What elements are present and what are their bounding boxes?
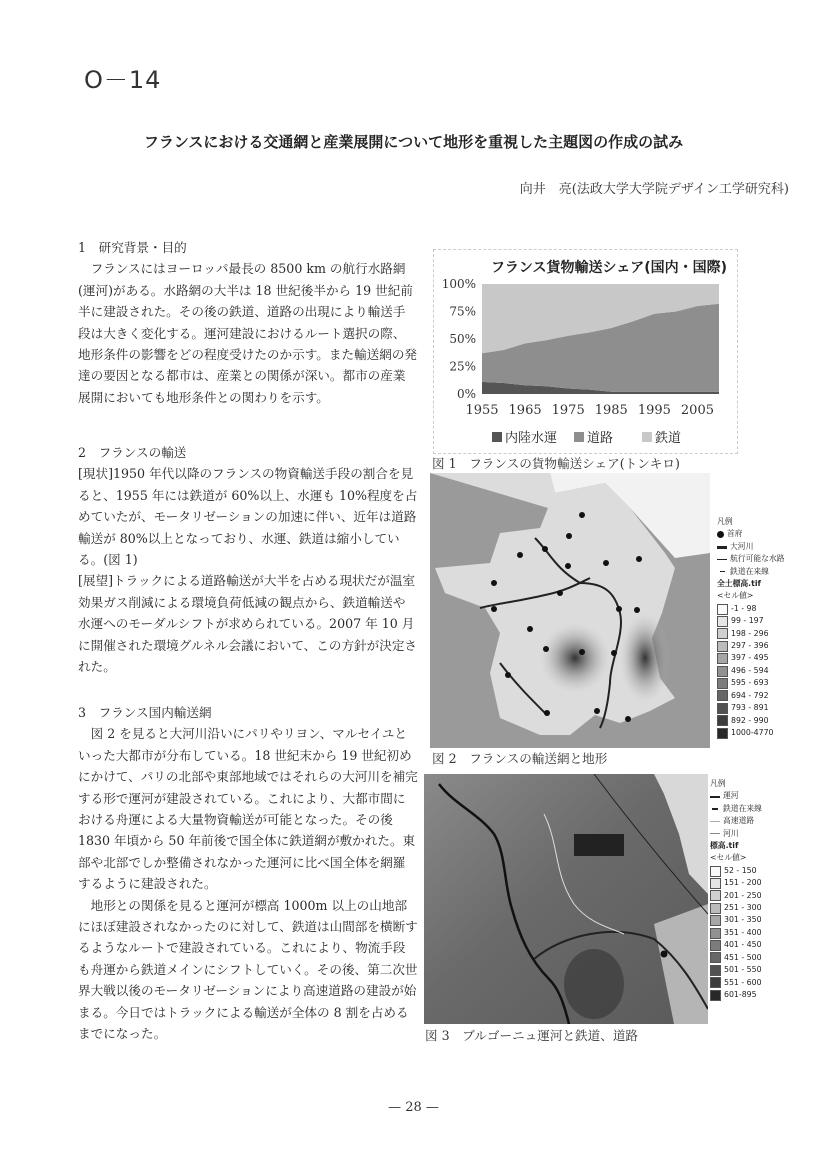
legend-title: 凡例 (710, 779, 726, 788)
legend-class-label: 595 - 693 (731, 678, 769, 688)
france-terrain-map (430, 473, 710, 748)
legend-class (710, 927, 762, 939)
legend-class-label: 501 - 550 (724, 965, 762, 975)
legend-label: 内陸水運 (505, 431, 558, 446)
legend-swatch (717, 604, 728, 615)
legend-swatch (710, 977, 721, 988)
legend-class (717, 640, 785, 652)
freight-share-chart (434, 250, 737, 453)
alps (620, 613, 670, 703)
legend-swatch (710, 952, 721, 963)
legend-class (710, 989, 762, 1001)
legend-class (717, 665, 785, 677)
legend-classes (717, 603, 785, 739)
legend-class-label: 551 - 600 (724, 977, 762, 987)
legend-item: 大河川 (717, 541, 785, 553)
chart-title: フランス貨物輸送シェア(国内・国際) (490, 260, 728, 276)
legend-item: 航行可能な水路 (717, 553, 785, 565)
major-river-icon (717, 546, 727, 549)
burgundy-terrain-map (424, 774, 708, 1024)
legend-class-label: 198 - 296 (731, 628, 769, 638)
legend-item: 運河 (710, 790, 762, 802)
legend-class-label: 496 - 594 (731, 665, 769, 675)
legend-swatch (717, 690, 728, 701)
legend-item: 首府 (717, 528, 785, 540)
legend-class (710, 890, 762, 902)
waterway-line-icon (717, 559, 727, 560)
legend-class (710, 977, 762, 989)
paragraph: 図 2 を見ると大河川沿いにパリやリヨン、マルセイユといった大都市が分布している。18 世紀末から 19 世紀初めにかけて、パリの北部や東部地域ではそれらの大河川を補完する形で運河が建設されている。これにより、大都市間における舟運による大量物資輸送が可能となった。その後 1830 年頃から 50 年前後で国全体に鉄道網が敷かれた。東部や北部でしか整備されなかった運河に比べ国全体を網羅するように建設された。 (78, 726, 418, 892)
legend-class-label: -1 - 98 (731, 603, 757, 613)
legend-swatch (717, 666, 728, 677)
legend-class-label: 151 - 200 (724, 878, 762, 888)
y-tick-label: 0% (456, 387, 476, 401)
paragraph: 地形との関係を見ると運河が標高 1000m 以上の山地部にほぼ建設されなかったのに対して、鉄道は山間部を横断するようなルートで建設されている。これにより、物流手段も舟運から鉄道メインにシフトしていく。その後、第二次世界大戦以後のモータリゼーションにより高速道路の建設が始まる。今日ではトラックによる輸送が全体の 8 割を占めるまでになった。 (78, 897, 418, 1042)
paragraph: フランスにはヨーロッパ最長の 8500 km の航行水路網(運河)がある。水路網の大半は 18 世紀後半から 19 世紀前半に建設された。その後の鉄道、道路の出現により輸送手段は大きく変化する。運河建設におけるルート選択の際、地形条件の影響をどの程度受けたのか示す。また輸送網の発達の要因となる都市は、産業との関係が深い。都市の産業展開においても地形条件との関わりを示す。 (78, 261, 418, 405)
x-tick-label: 1985 (594, 403, 628, 418)
legend-swatch (717, 678, 728, 689)
legend-class (710, 939, 762, 951)
legend-class-label: 297 - 396 (731, 641, 769, 651)
section-network (78, 702, 418, 1045)
legend-swatch (710, 940, 721, 951)
legend-class-label: 251 - 300 (724, 903, 762, 913)
figure-3-caption: 図 3 ブルゴーニュ運河と鉄道、道路 (425, 1028, 639, 1043)
legend-swatch (710, 965, 721, 976)
legend-class (710, 877, 762, 889)
legend-class (717, 677, 785, 689)
legend-class-label: 351 - 400 (724, 927, 762, 937)
legend-swatch (574, 432, 584, 442)
highway-line-icon (710, 821, 720, 822)
legend-class (710, 902, 762, 914)
legend-class (717, 727, 785, 739)
legend-class-label: 1000-4770 (731, 727, 774, 737)
figure-1-chart (433, 249, 738, 454)
legend-swatch (710, 928, 721, 939)
legend-class-label: 99 - 197 (731, 616, 764, 626)
legend-swatch (717, 641, 728, 652)
capital-dot-icon (717, 531, 724, 538)
legend-swatch (710, 915, 721, 926)
river-line-icon (710, 833, 720, 834)
figure-2-caption: 図 2 フランスの輸送網と地形 (432, 751, 608, 766)
legend-swatch (717, 628, 728, 639)
canal-line-icon (710, 796, 720, 798)
x-tick-label: 1955 (465, 403, 499, 418)
legend-class-label: 451 - 500 (724, 952, 762, 962)
legend-class-label: 201 - 250 (724, 890, 762, 900)
legend-label: 鉄道 (655, 431, 682, 446)
x-tick-label: 1995 (637, 403, 671, 418)
legend-swatch (717, 703, 728, 714)
section-background (78, 237, 418, 408)
legend-swatch (710, 890, 721, 901)
map-legend-france (717, 516, 785, 739)
highland (564, 949, 624, 1019)
legend-cell-label: <セル値> (710, 853, 747, 863)
legend-title: 凡例 (717, 517, 733, 526)
legend-class (710, 952, 762, 964)
y-tick-label: 100% (441, 277, 476, 291)
railway-line-icon (720, 571, 725, 572)
legend-class-label: 52 - 150 (724, 865, 757, 875)
railway-line-icon (712, 808, 718, 810)
legend-swatch (717, 653, 728, 664)
legend-swatch (492, 432, 502, 442)
legend-item: 高速道路 (710, 815, 762, 827)
legend-class (717, 690, 785, 702)
legend-swatch (642, 432, 652, 442)
figure-1-caption: 図 1 フランスの貨物輸送シェア(トンキロ) (432, 456, 680, 471)
legend-class (710, 914, 762, 926)
legend-swatch (717, 616, 728, 627)
x-tick-label: 1965 (508, 403, 542, 418)
legend-class-label: 397 - 495 (731, 653, 769, 663)
paper-title: フランスにおける交通網と産業展開について地形を重視した主題図の作成の試み (143, 133, 684, 151)
document-id: O－14 (84, 66, 162, 94)
legend-classes (710, 865, 762, 1001)
legend-swatch (710, 903, 721, 914)
legend-swatch (710, 990, 721, 1001)
legend-item: 鉄道在来線 (717, 566, 785, 578)
paragraph: [現状]1950 年代以降のフランスの物資輸送手段の割合を見ると、1955 年には鉄道が 60%以上、水運も 10%程度を占めていたが、モータリゼーションの加速に伴い、近年は道路輸送が 80%以上となっており、水運、鉄道は縮小している。(図 1) (78, 466, 418, 568)
legend-item: 鉄道在来線 (710, 803, 762, 815)
legend-swatch (710, 878, 721, 889)
city-marker (661, 951, 668, 958)
section-heading: 1 研究背景・目的 (78, 240, 187, 255)
legend-class-label: 694 - 792 (731, 690, 769, 700)
inset-label-box (574, 834, 624, 856)
massif-central (540, 623, 610, 693)
legend-class (717, 603, 785, 615)
france-map (430, 473, 710, 748)
legend-cell-label: <セル値> (717, 591, 754, 601)
legend-class-label: 793 - 891 (731, 703, 769, 713)
legend-class-label: 601-895 (724, 989, 757, 999)
map-legend-burgundy (710, 778, 762, 1001)
legend-raster-name: 全土標高.tif (717, 579, 761, 589)
y-tick-label: 50% (449, 332, 476, 346)
y-tick-label: 75% (449, 304, 476, 319)
x-tick-label: 2005 (680, 403, 715, 418)
burgundy-map (424, 774, 708, 1024)
page-number: — 28 — (388, 1100, 439, 1115)
legend-class-label: 892 - 990 (731, 715, 769, 725)
legend-label: 道路 (587, 431, 614, 446)
legend-class (717, 628, 785, 640)
author-affiliation: 向井 亮(法政大学大学院デザイン工学研究科) (519, 182, 789, 197)
legend-item: 河川 (710, 828, 762, 840)
section-heading: 3 フランス国内輸送網 (78, 705, 212, 720)
legend-class-label: 301 - 350 (724, 915, 762, 925)
legend-class (717, 615, 785, 627)
section-transport (78, 442, 418, 677)
legend-swatch (717, 728, 728, 739)
y-tick-label: 25% (449, 359, 476, 374)
legend-class (710, 865, 762, 877)
section-heading: 2 フランスの輸送 (78, 445, 187, 460)
legend-class (710, 964, 762, 976)
legend-raster-name: 標高.tif (710, 841, 739, 851)
legend-class-label: 401 - 450 (724, 940, 762, 950)
legend-swatch (717, 715, 728, 726)
legend-class (717, 702, 785, 714)
legend-class (717, 652, 785, 664)
legend-swatch (710, 866, 721, 877)
legend-class (717, 715, 785, 727)
x-tick-label: 1975 (551, 403, 585, 418)
paragraph: [展望]トラックによる道路輸送が大半を占める現状だが温室効果ガス削減による環境負荷低減の観点から、鉄道輸送や水運へのモーダルシフトが求められている。2007 年 10 月に開催された環境グルネル会議において、この方針が決定された。 (78, 573, 418, 675)
